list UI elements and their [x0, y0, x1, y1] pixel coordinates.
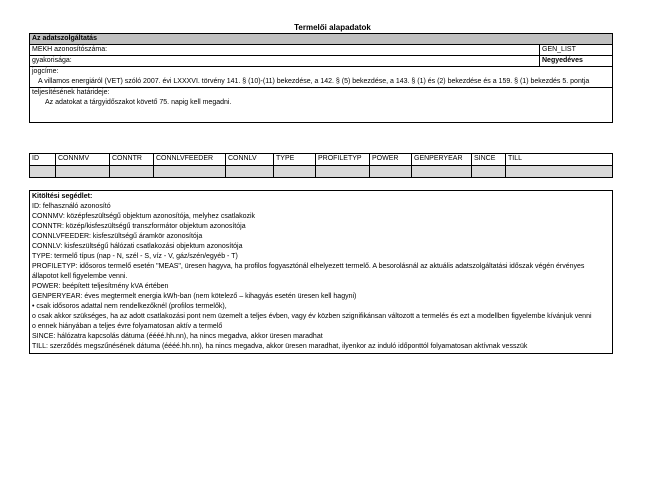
frequency-value: Negyedéves	[542, 57, 583, 64]
help-line: o csak akkor szükséges, ha az adott csatlakozási pont nem üzemelt a teljes évben, vagy év közben szignifikánsan változott a termelés és ezt a modellben figyelembe kívánjuk venni	[32, 313, 592, 320]
help-line: CONNMV: középfeszültségű objektum azonosítója, melyhez csatlakozik	[32, 213, 256, 220]
input-cell[interactable]	[30, 166, 56, 177]
help-box	[29, 190, 613, 354]
column-header: SINCE	[472, 154, 506, 165]
input-cell[interactable]	[472, 166, 506, 177]
data-service-table	[29, 33, 613, 123]
deadline-row	[30, 88, 612, 122]
input-cell[interactable]	[412, 166, 472, 177]
column-header: TYPE	[274, 154, 316, 165]
help-line: • csak idősoros adattal nem rendelkezőknél (profilos termelők),	[32, 303, 227, 310]
columns-header-row	[30, 154, 612, 166]
help-line: PROFILETYP: idősoros termelő esetén "MEAS", üresen hagyva, ha profilos fogyasztónál elhelyezett termelő. A besorolásnál az aktuális adatszolgáltatási időszak végén érvényes állapotot kell figyelembe venni.	[32, 263, 585, 280]
input-cell[interactable]	[506, 166, 612, 177]
column-header: CONNLVFEEDER	[154, 154, 226, 165]
mekh-row	[30, 45, 612, 56]
help-line: TYPE: termelő típus (nap - N, szél - S, víz - V, gáz/szén/egyéb - T)	[32, 253, 238, 260]
help-line: TILL: szerződés megszűnésének dátuma (éééé.hh.nn), ha nincs megadva, akkor üresen maradhat, ilyenkor az induló időponttól folyamatosan aktívnak vesszük	[32, 343, 528, 350]
column-header: POWER	[370, 154, 412, 165]
legal-text: A villamos energiáról (VET) szóló 2007. évi LXXXVI. törvény 141. § (10)-(11) bekezdése, a 142. § (5) bekezdése, a 143. § (1) és (2) bekezdése és a 159. § (1) bekezdés 5. pontja	[38, 78, 590, 85]
column-header: CONNLV	[226, 154, 274, 165]
help-line: GENPERYEAR: éves megtermelt energia kWh-ban (nem kötelező – kihagyás esetén üresen kell hagyni)	[32, 293, 357, 300]
deadline-label: teljesítésének határideje:	[32, 89, 110, 96]
input-cell[interactable]	[154, 166, 226, 177]
help-title: Kitöltési segédlet:	[32, 193, 93, 200]
column-header: TILL	[508, 155, 523, 162]
input-cell[interactable]	[226, 166, 274, 177]
help-line: CONNTR: közép/kisfeszültségű transzformátor objektum azonosítója	[32, 223, 246, 230]
legal-label: jogcíme:	[32, 68, 59, 75]
input-cell[interactable]	[110, 166, 154, 177]
legal-row	[30, 67, 612, 88]
help-line: ID: felhasználó azonosító	[32, 203, 111, 210]
help-line: CONNLV: kisfeszültségű hálózati csatlakozási objektum azonosítója	[32, 243, 243, 250]
column-header: PROFILETYP	[316, 154, 370, 165]
input-cell[interactable]	[56, 166, 110, 177]
column-header: GENPERYEAR	[412, 154, 472, 165]
help-line: POWER: beépített teljesítmény kVA értében	[32, 283, 169, 290]
frequency-row	[30, 56, 612, 67]
column-header: CONNTR	[110, 154, 154, 165]
columns-table	[29, 153, 613, 178]
help-line: o ennek hiányában a teljes évre folyamatosan aktív a termelő	[32, 323, 223, 330]
mekh-label: MEKH azonosítószáma:	[30, 45, 540, 55]
help-line: SINCE: hálózatra kapcsolás dátuma (éééé.hh.nn), ha nincs megadva, akkor üresen maradhat	[32, 333, 323, 340]
columns-input-row	[30, 166, 612, 177]
input-cell[interactable]	[370, 166, 412, 177]
input-cell[interactable]	[274, 166, 316, 177]
column-header: CONNMV	[56, 154, 110, 165]
page-title: Termelői alapadatok	[294, 23, 371, 32]
input-cell[interactable]	[316, 166, 370, 177]
column-header: ID	[30, 154, 56, 165]
frequency-label: gyakorisága:	[30, 56, 540, 66]
deadline-text: Az adatokat a tárgyidőszakot követő 75. napig kell megadni.	[45, 99, 232, 106]
mekh-value: GEN_LIST	[542, 46, 576, 53]
section-header: Az adatszolgáltatás	[30, 34, 612, 45]
help-line: CONNLVFEEDER: kisfeszültségű áramkör azonosítója	[32, 233, 203, 240]
